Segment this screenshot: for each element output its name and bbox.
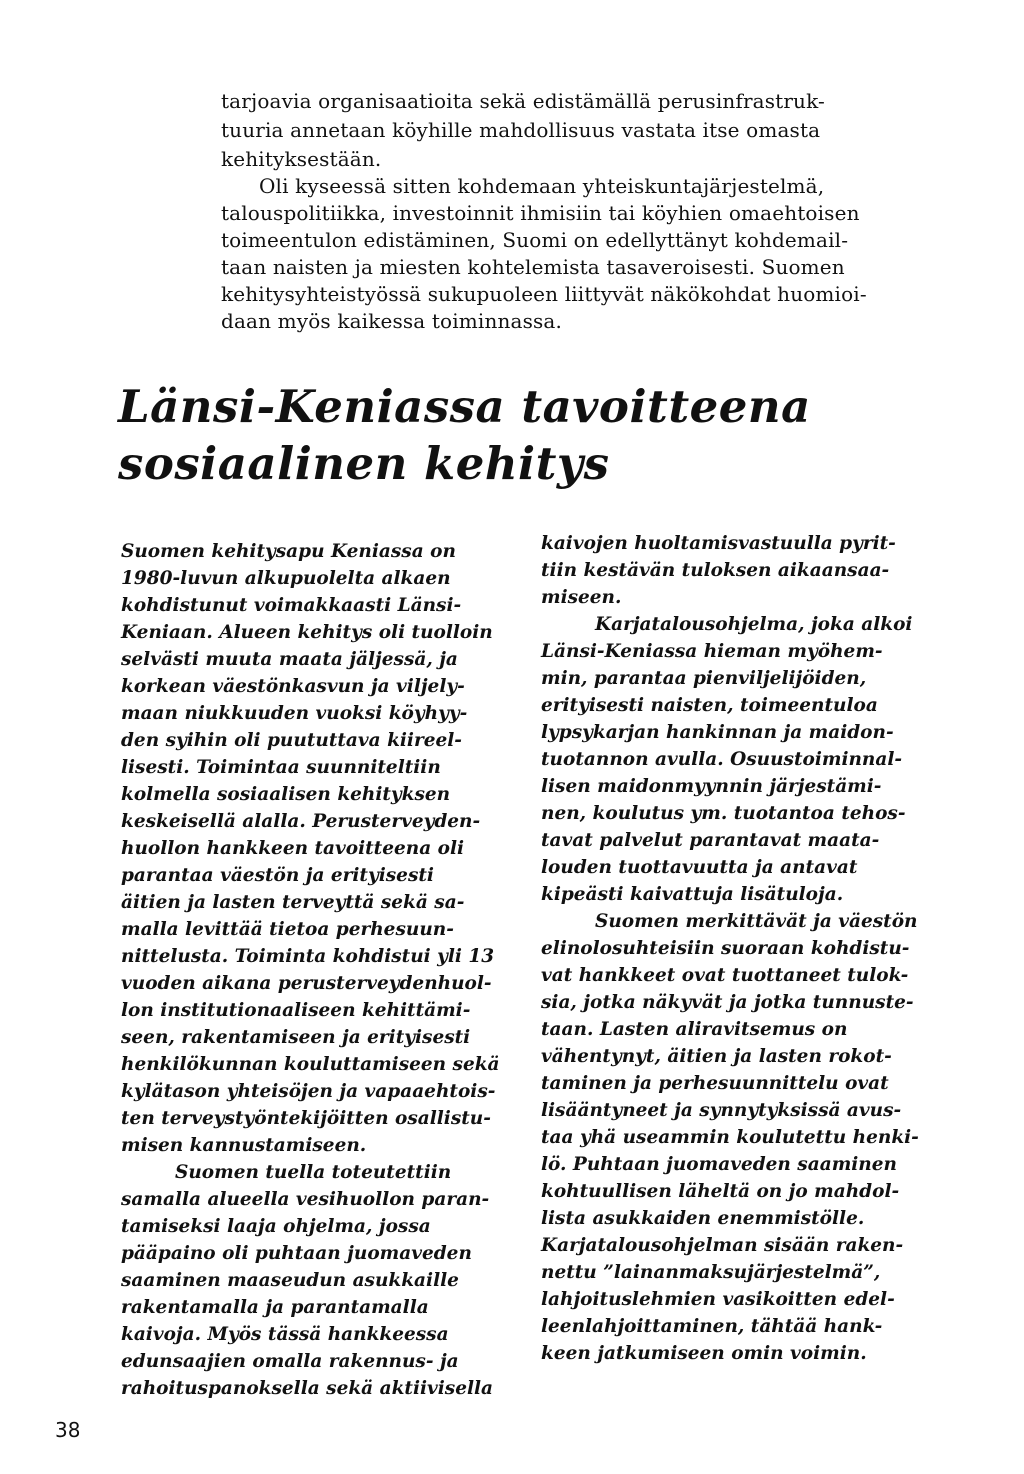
right-column-line: taa yhä useammin koulutettu henki- xyxy=(541,1127,919,1148)
right-column-line: nen, koulutus ym. tuotantoa tehos- xyxy=(541,803,906,824)
intro-line: tarjoavia organisaatioita sekä edistämällä perusinfrastruk- xyxy=(221,89,825,113)
right-column-line: louden tuottavuutta ja antavat xyxy=(541,857,858,878)
right-column-line: tavat palvelut parantavat maata- xyxy=(541,830,880,851)
left-column-line: Keniaan. Alueen kehitys oli tuolloin xyxy=(121,622,493,643)
intro-line: kehitysyhteistyössä sukupuoleen liittyvät näkökohdat huomioi- xyxy=(221,282,867,306)
left-column-line: 1980-luvun alkupuolelta alkaen xyxy=(121,568,451,589)
intro-line: Oli kyseessä sitten kohdemaan yhteiskuntajärjestelmä, xyxy=(259,174,825,198)
right-column-line: lö. Puhtaan juomaveden saaminen xyxy=(541,1154,897,1175)
intro-line: kehityksestään. xyxy=(221,147,382,171)
right-column-line: lisen maidonmyynnin järjestämi- xyxy=(541,776,882,797)
right-column-line: Karjatalousohjelman sisään raken- xyxy=(541,1235,904,1256)
left-column-line: seen, rakentamiseen ja erityisesti xyxy=(121,1027,471,1048)
left-column-line: maan niukkuuden vuoksi köyhyy- xyxy=(121,703,468,724)
right-column-line: kipeästi kaivattuja lisätuloja. xyxy=(541,884,844,905)
intro-line: talouspolitiikka, investoinnit ihmisiin tai köyhien omaehtoisen xyxy=(221,201,860,225)
intro-line: taan naisten ja miesten kohtelemista tasaveroisesti. Suomen xyxy=(221,255,845,279)
left-column-line: kaivoja. Myös tässä hankkeessa xyxy=(121,1324,449,1345)
right-column-line: lista asukkaiden enemmistölle. xyxy=(541,1208,865,1229)
right-column-line: kohtuullisen läheltä on jo mahdol- xyxy=(541,1181,900,1202)
left-column-line: saaminen maaseudun asukkaille xyxy=(121,1270,459,1291)
right-column-line: elinolosuhteisiin suoraan kohdistu- xyxy=(541,938,910,959)
left-column-line: tamiseksi laaja ohjelma, jossa xyxy=(121,1216,431,1237)
left-column-line: misen kannustamiseen. xyxy=(121,1135,367,1156)
right-column-line: Suomen merkittävät ja väestön xyxy=(595,911,918,932)
page-number: 38 xyxy=(55,1418,81,1442)
right-column-line: erityisesti naisten, toimeentuloa xyxy=(541,695,878,716)
left-column-line: kohdistunut voimakkaasti Länsi- xyxy=(121,595,462,616)
left-column-line: parantaa väestön ja erityisesti xyxy=(121,865,434,886)
right-column-line: kaivojen huoltamisvastuulla pyrit- xyxy=(541,533,896,554)
left-column-line: äitien ja lasten terveyttä sekä sa- xyxy=(121,892,465,913)
right-column-line: tiin kestävän tuloksen aikaansaa- xyxy=(541,560,890,581)
left-column-line: den syihin oli puututtava kiireel- xyxy=(121,730,462,751)
left-column-line: Suomen kehitysapu Keniassa on xyxy=(121,541,456,562)
right-column-line: min, parantaa pienviljelijöiden, xyxy=(541,668,867,689)
left-column-line: kylätason yhteisöjen ja vapaaehtois- xyxy=(121,1081,496,1102)
right-column-line: lisääntyneet ja synnytyksissä avus- xyxy=(541,1100,902,1121)
heading-line: sosiaalinen kehitys xyxy=(118,437,610,490)
left-column-line: malla levittää tietoa perhesuun- xyxy=(121,919,454,940)
right-column-line: lypsykarjan hankinnan ja maidon- xyxy=(541,722,894,743)
right-column-line: vat hankkeet ovat tuottaneet tulok- xyxy=(541,965,909,986)
heading-line: Länsi-Keniassa tavoitteena xyxy=(118,380,811,433)
left-column-line: rahoituspanoksella sekä aktiivisella xyxy=(121,1378,494,1399)
left-column-line: vuoden aikana perusterveydenhuol- xyxy=(121,973,492,994)
left-column-line: nittelusta. Toiminta kohdistui yli 13 xyxy=(121,946,495,967)
right-column-line: keen jatkumiseen omin voimin. xyxy=(541,1343,867,1364)
left-column-line: korkean väestönkasvun ja viljely- xyxy=(121,676,465,697)
intro-line: toimeentulon edistäminen, Suomi on edellyttänyt kohdemail- xyxy=(221,228,849,252)
left-column-line: huollon hankkeen tavoitteena oli xyxy=(121,838,465,859)
right-column-line: miseen. xyxy=(541,587,622,608)
left-column-line: henkilökunnan kouluttamiseen sekä xyxy=(121,1054,500,1075)
intro-line: daan myös kaikessa toiminnassa. xyxy=(221,309,562,333)
right-column-line: lahjoituslehmien vasikoitten edel- xyxy=(541,1289,895,1310)
left-column-line: ten terveystyöntekijöitten osallistu- xyxy=(121,1108,491,1129)
left-column-line: selvästi muuta maata jäljessä, ja xyxy=(121,649,458,670)
right-column-line: sia, jotka näkyvät ja jotka tunnuste- xyxy=(541,992,914,1013)
left-column-line: rakentamalla ja parantamalla xyxy=(121,1297,429,1318)
right-column-line: taminen ja perhesuunnittelu ovat xyxy=(541,1073,889,1094)
right-column-line: leenlahjoittaminen, tähtää hank- xyxy=(541,1316,883,1337)
right-column-line: taan. Lasten aliravitsemus on xyxy=(541,1019,848,1040)
left-column-line: edunsaajien omalla rakennus- ja xyxy=(121,1351,459,1372)
right-column-line: nettu ”lainanmaksujärjestelmä”, xyxy=(541,1262,881,1283)
left-column-line: pääpaino oli puhtaan juomaveden xyxy=(121,1243,472,1264)
left-column-line: Suomen tuella toteutettiin xyxy=(175,1162,452,1183)
left-column-line: lon institutionaaliseen kehittämi- xyxy=(121,1000,471,1021)
intro-line: tuuria annetaan köyhille mahdollisuus vastata itse omasta xyxy=(221,118,821,142)
right-column-line: tuotannon avulla. Osuustoiminnal- xyxy=(541,749,903,770)
left-column-line: lisesti. Toimintaa suunniteltiin xyxy=(121,757,441,778)
left-column-line: keskeisellä alalla. Perusterveyden- xyxy=(121,811,481,832)
right-column-line: Länsi-Keniassa hieman myöhem- xyxy=(541,641,883,662)
left-column-line: kolmella sosiaalisen kehityksen xyxy=(121,784,451,805)
right-column-line: vähentynyt, äitien ja lasten rokot- xyxy=(541,1046,892,1067)
left-column-line: samalla alueella vesihuollon paran- xyxy=(121,1189,490,1210)
right-column-line: Karjatalousohjelma, joka alkoi xyxy=(595,614,913,635)
